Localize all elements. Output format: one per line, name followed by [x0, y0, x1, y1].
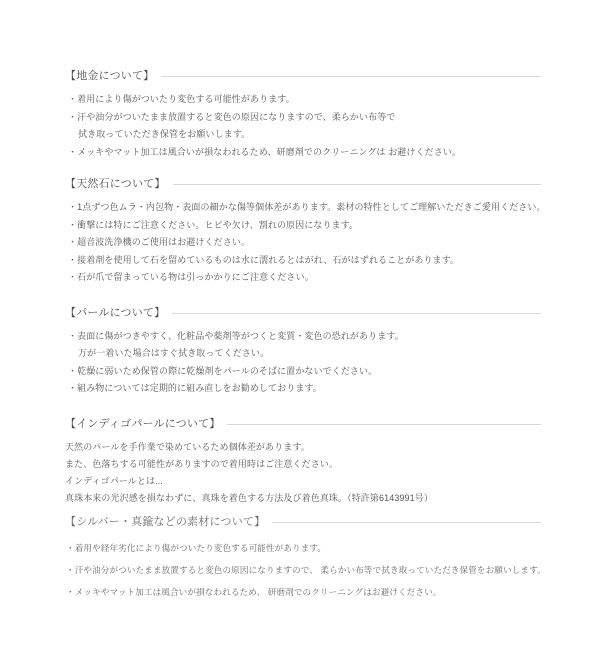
care-note-line: ・着用により傷がついたり変色する可能性があります。: [68, 94, 295, 104]
care-note-line: ・汗や油分がついたまま放置すると変色の原因になりますので、柔らかい布等で: [68, 111, 396, 122]
care-note-line: ・超音波洗浄機のご使用はお避けください。: [68, 237, 251, 247]
care-note-line: ・組み物については定期的に組み直しをお勧めしております。: [68, 383, 322, 393]
section-silver-brass: [65, 515, 546, 603]
care-note-line: ・衝撃には特にご注意ください。ヒビや欠け、割れの原因になります。: [68, 219, 359, 230]
care-note-line: ・接着剤を使用して石を留めているものは水に濡れるとはがれ、石がはずれることがあります。: [68, 254, 460, 265]
care-note-line: ・乾燥に弱いため保管の際に乾燥剤をパールのそばに置かないでください。: [68, 365, 378, 376]
care-note-line: インディゴパールとは...: [65, 475, 163, 486]
section-pearl-title: 【パールについて】: [65, 306, 166, 319]
section-metal-title: 【地金について】: [65, 70, 155, 82]
care-note-line: ・メッキやマット加工は風合いが損なわれるため、研磨剤でのクリーニングは お避けください。: [68, 146, 462, 157]
section-pearl-body: [65, 328, 541, 398]
section-indigo-pearl-title: 【インディゴパールについて】: [65, 417, 221, 430]
care-note-line: ・1点ずつ色ムラ・内包物・表面の細かな傷等個体差があります。素材の特性としてご理解いただきご愛用ください。: [68, 202, 546, 212]
section-silver-brass-body: [65, 537, 546, 603]
care-note-line: ・石が爪で留まっている物は引っかかりにご注意ください。: [68, 272, 314, 282]
care-note-line: ・メッキやマット加工は風合いが損なわれるため、 研磨剤でのクリーニングはお避けください。: [66, 586, 442, 597]
section-metal-body: [65, 91, 541, 161]
care-note-line: 天然のパールを手作業で染めているため個体差があります。: [65, 441, 310, 452]
care-note-line: ・汗や油分がついたまま放置すると変色の原因になりますので、 柔らかい布等で拭き取っていただき保管をお願いします。: [66, 564, 546, 575]
section-natural-stone-heading: [65, 177, 541, 191]
care-note-line: 真珠本来の光沢感を損なわずに、真珠を着色する方法及び着色真珠。（特許第6143991号）: [65, 492, 433, 503]
care-note-line: また、色落ちする可能性がありますので着用時はご注意ください。: [65, 458, 339, 469]
section-indigo-pearl: [65, 417, 541, 507]
section-metal: [65, 69, 541, 161]
section-pearl-heading: [65, 306, 541, 320]
heading-rule: [227, 424, 541, 425]
care-note-line-continuation: 拭き取っていただき保管をお願いします。: [78, 129, 251, 139]
heading-rule: [161, 76, 541, 77]
care-note-line: ・着用や経年劣化により傷がついたり変色する可能性があります。: [66, 542, 327, 553]
section-indigo-pearl-body: [65, 439, 541, 507]
heading-rule: [172, 313, 541, 314]
section-metal-heading: [65, 69, 541, 83]
care-note-line: ・表面に傷がつきやすく、化粧品や薬剤等がつくと変質・変色の恐れがあります。: [68, 330, 404, 341]
section-natural-stone-body: [65, 199, 546, 287]
section-natural-stone: [65, 177, 546, 287]
section-natural-stone-title: 【天然石について】: [65, 178, 166, 190]
care-note-line-continuation: 万が一着いた場合はすぐ拭き取ってください。: [78, 348, 270, 358]
section-indigo-pearl-heading: [65, 417, 541, 431]
heading-rule: [272, 522, 541, 523]
section-pearl: [65, 306, 541, 398]
heading-rule: [173, 184, 541, 185]
section-silver-brass-title: 【シルバー・真鍮などの素材について】: [65, 515, 266, 528]
section-silver-brass-heading: [65, 515, 541, 529]
